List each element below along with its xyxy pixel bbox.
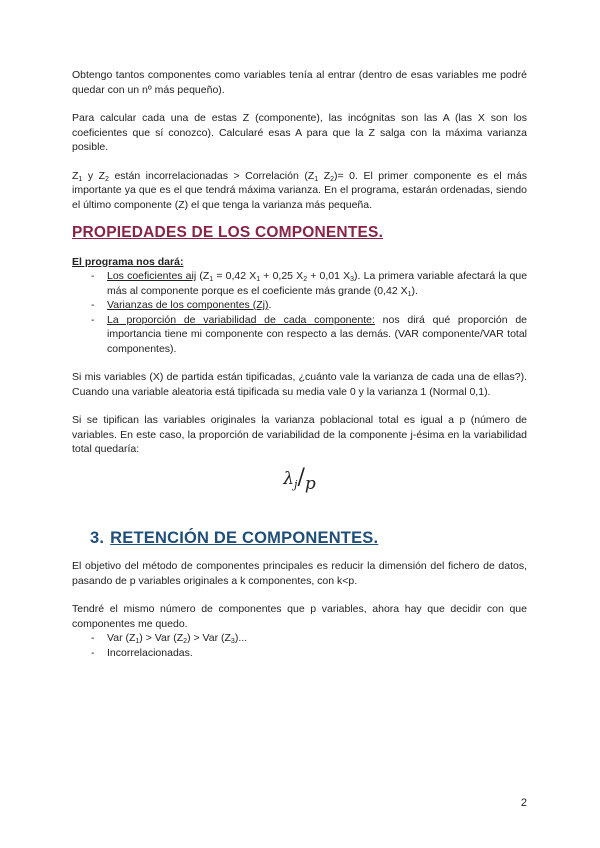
retention-list [72,631,527,660]
section-heading-retencion [72,528,527,547]
dash-marker: - [91,646,95,659]
section-number: 3. [90,528,105,547]
intro-paragraph: Obtengo tantos componentes como variables tenía al entrar (dentro de esas variables me podré quedar con un nº más pequeño). [72,69,527,96]
list-item: - Varianzas de los componentes (Zj). [91,299,272,311]
variability-formula: $\lambda_j/p$ [283,464,316,494]
document-page [72,68,527,660]
dash-marker: - [91,270,95,282]
population-variance-paragraph: Si se tipifican las variables originales la varianza poblacional total es igual a p (número de variables. En este caso, la proporción de variabilidad de la componente j-ésima en la variabilidad total quedaría: [72,414,527,455]
page-number: 2 [520,797,527,809]
standardized-variables-paragraph: Si mis variables (X) de partida están tipificadas, ¿cuánto vale la varianza de cada una de ellas?). Cuando una variable aleatoria está tipificada su media vale 0 y la varianza 1 (Normal 0,1). [72,371,527,398]
list-item: - Var $(Z_1)$ > Var $(Z_2)$ > Var $(Z_3)$... [91,632,248,645]
dash-marker: - [91,313,95,326]
calculation-paragraph: Para calcular cada una de estas Z (componente), las incógnitas son las A (las X son los coeficientes que sí conozco). Calcularé esas A para que la Z salga con la máxima varianza posible. [72,112,527,153]
list-item: - La proporción de variabilidad de cada componente: nos dirá qué proporción de importancia tiene mi componente con respecto a las demás. (VAR componente/VAR total componentes). [91,313,528,355]
dash-marker: - [91,299,95,311]
dash-marker: - [91,632,95,644]
decision-paragraph: Tendré el mismo número de componentes que p variables, ahora hay que decidir con que componentes me quedo. [72,603,527,630]
section-heading-propiedades: PROPIEDADES DE LOS COMPONENTES. [72,224,384,241]
program-subheading: El programa nos dará: [72,255,184,268]
objective-paragraph: El objetivo del método de componentes principales es reducir la dimensión del fichero de datos, pasando de p variables originales a k componentes, con k<p. [72,560,527,587]
list-item: - Los coeficientes aij ($Z_1 = 0,42$ $X_1 + 0,25$ $X_2 + 0,01$ $X_3$). La primera variable afectará la que más al componente porque es el coeficiente más grande (0,42 $X_1$). [91,270,528,298]
list-item: - Incorrelacionadas. [91,646,193,659]
program-output-list [72,269,527,356]
correlation-paragraph: $Z_1$ y $Z_2$ están incorrelacionadas > Correlación ($Z_1$ $Z_2)= 0$. El primer componente es el más importante ya que es el que tendrá máxima varianza. En el programa, estarán ordenadas, siendo el último componente (Z) el que tenga la varianza más pequeña. [72,169,528,211]
section-title: RETENCIÓN DE COMPONENTES. [110,528,379,547]
